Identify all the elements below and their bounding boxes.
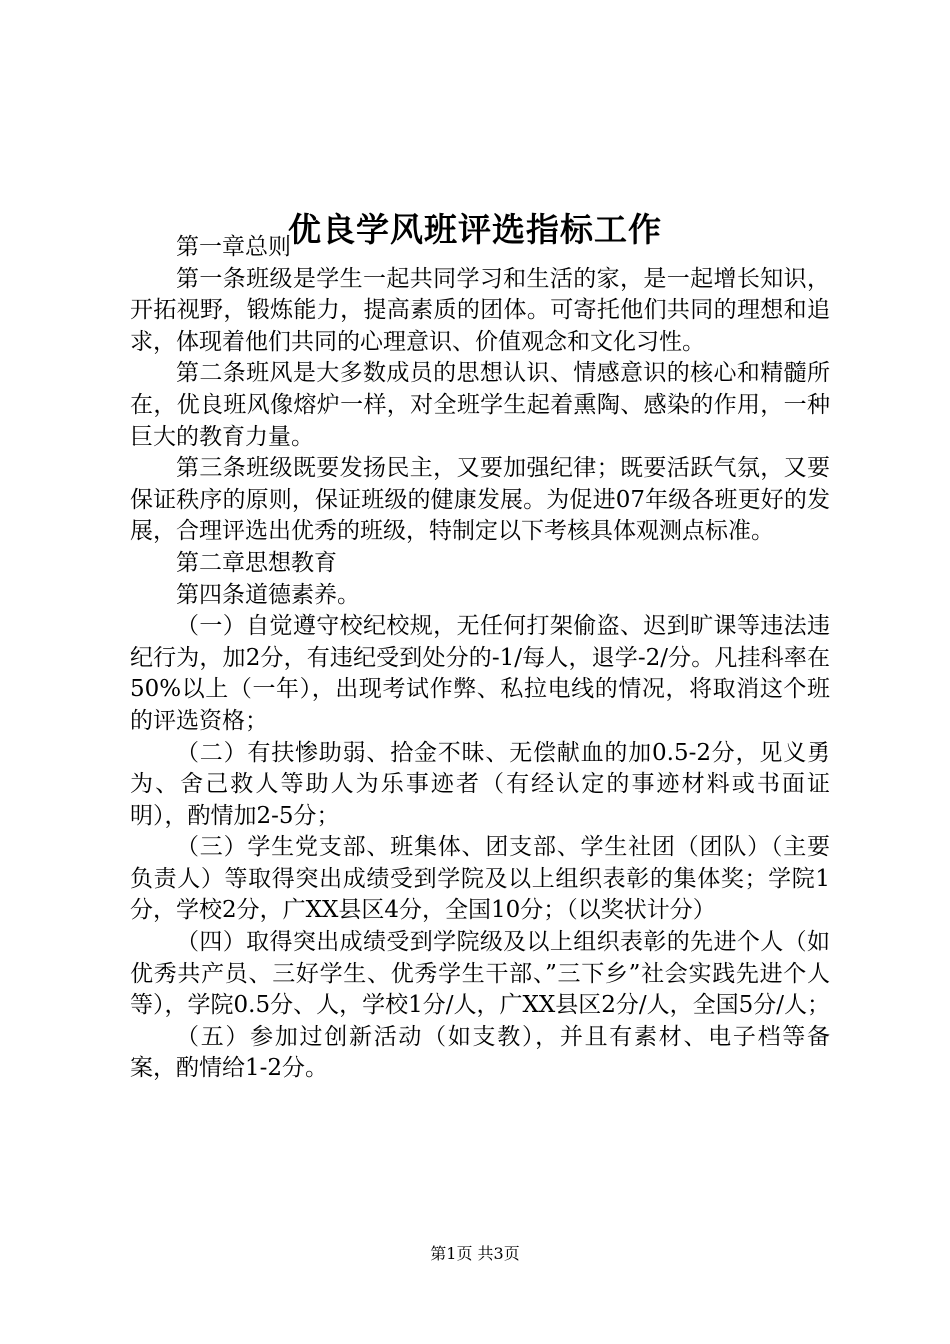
- document-body: [130, 232, 830, 1085]
- list-item-paragraph: （三）学生党支部、班集体、团支部、学生社团（团队）（主要负责人）等取得突出成绩受到学院及以上组织表彰的集体奖；学院1分，学校2分，广XX县区4分，全国10分；（以奖状计分）: [130, 834, 830, 924]
- article-paragraph: 第二条班风是大多数成员的思想认识、情感意识的核心和精髓所在，优良班风像熔炉一样，对全班学生起着熏陶、感染的作用，一种巨大的教育力量。: [130, 360, 830, 450]
- document-title: 优良学风班评选指标工作: [288, 210, 662, 250]
- list-item-paragraph: （二）有扶惨助弱、拾金不昧、无偿献血的加0.5-2分，见义勇为、舍己救人等助人为乐事迹者（有经认定的事迹材料或书面证明），酌情加2-5分；: [130, 739, 830, 829]
- page-footer: 第1页 共3页: [430, 1244, 520, 1263]
- list-item-paragraph: （五）参加过创新活动（如支教），并且有素材、电子档等备案，酌情给1-2分。: [130, 1023, 830, 1082]
- article-paragraph: 第一条班级是学生一起共同学习和生活的家，是一起增长知识，开拓视野，锻炼能力，提高素质的团体。可寄托他们共同的理想和追求，体现着他们共同的心理意识、价值观念和文化习性。: [130, 265, 830, 355]
- article-paragraph: 第四条道德素养。: [176, 581, 360, 608]
- list-item-paragraph: （四）取得突出成绩受到学院级及以上组织表彰的先进个人（如优秀共产员、三好学生、优秀学生干部、”三下乡”社会实践先进个人等），学院0.5分、人，学校1分/人，广XX县区2分/人，全国5分/人；: [130, 929, 830, 1019]
- article-paragraph: 第三条班级既要发扬民主，又要加强纪律；既要活跃气氛，又要保证秩序的原则，保证班级的健康发展。为促进07年级各班更好的发展，合理评选出优秀的班级，特制定以下考核具体观测点标准。: [130, 455, 830, 545]
- chapter-heading: 第一章总则: [176, 234, 291, 260]
- list-item-paragraph: （一）自觉遵守校纪校规，无任何打架偷盗、迟到旷课等违法违纪行为，加2分，有违纪受到处分的-1/每人，退学-2/分。凡挂科率在50%以上（一年），出现考试作弊、私拉电线的情况，将取消这个班的评选资格；: [130, 613, 830, 734]
- chapter-heading: 第二章思想教育: [176, 549, 337, 576]
